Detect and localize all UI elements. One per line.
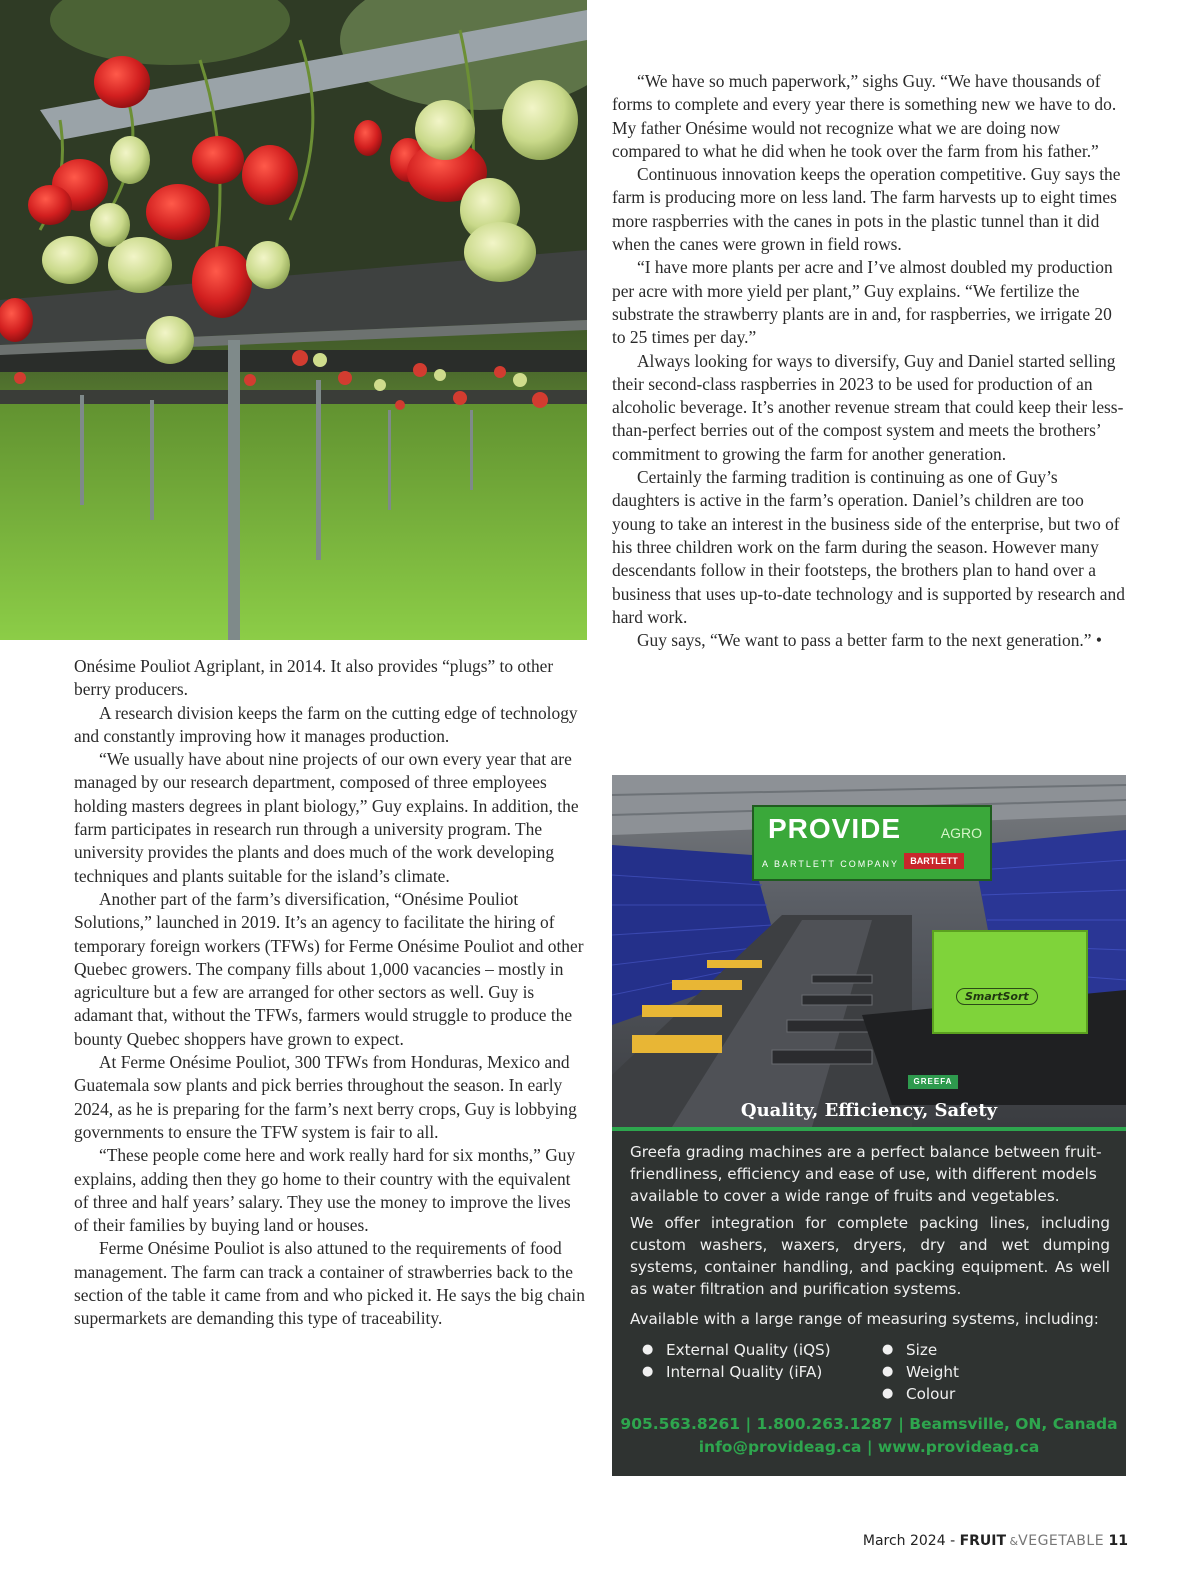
strawberry-photo xyxy=(0,0,587,640)
ad-tagline: Quality, Efficiency, Safety xyxy=(740,1100,998,1121)
grading-line-photo xyxy=(612,775,1126,1127)
article-paragraph: A research division keeps the farm on the cutting edge of technology and constantly improving how it manages production. xyxy=(74,702,578,746)
article-paragraph: Ferme Onésime Pouliot is also attuned to the requirements of food management. The farm can track a container of strawberries back to the section of the table it came from and who picked it. He says the big chain supermarkets are demanding this type of traceability. xyxy=(74,1238,585,1329)
article-paragraph: “We usually have about nine projects of our own every year that are managed by our research department, composed of three employees holding masters degrees in plant biology,” Guy explains. In addition, the farm participates in research run through a university program. The university provides the plants and does much of the work developing techniques and plants suitable for the island’s climate. xyxy=(74,749,579,886)
footer-mag-veg: VEGETABLE xyxy=(1018,1533,1105,1549)
bartlett-badge: BARTLETT xyxy=(904,853,964,869)
greefa-badge: GREEFA xyxy=(908,1075,958,1089)
logo-sub-text: AGRO xyxy=(940,825,982,841)
article-right-column xyxy=(612,70,1126,652)
smartsort-machine xyxy=(932,930,1088,1034)
article-paragraph: Onésime Pouliot Agriplant, in 2014. It also provides “plugs” to other berry producers. xyxy=(74,656,554,700)
smartsort-label: SmartSort xyxy=(956,988,1038,1005)
provide-agro-logo xyxy=(752,805,992,881)
contact-web-line: info@provideag.ca | www.provideag.ca xyxy=(698,1438,1040,1456)
list-item: ● Internal Quality (iFA) xyxy=(630,1361,870,1383)
provide-agro-advertisement xyxy=(612,775,1126,1476)
article-paragraph: Always looking for ways to diversify, Guy and Daniel started selling their second-class raspberries in 2023 to be used for production of an alcoholic beverage. It’s another revenue stream that could keep their less-than-perfect berries out of the compost system and meets the brothers’ commitment to growing the farm for another generation. xyxy=(612,350,1124,464)
logo-company-text: A BARTLETT COMPANY xyxy=(762,859,900,869)
ad-body-text xyxy=(630,1141,1110,1405)
measuring-systems-list xyxy=(630,1339,1110,1406)
article-paragraph: Certainly the farming tradition is continuing as one of Guy’s daughters is active in the farm’s operation. Daniel’s children are too young to take an interest in the business side of the enterprise, but two of his three children work on the farm during the season. However many descendants follow in their footsteps, the brothers plan to hand over a business that uses up-to-date technology and is supported by research and hard work. xyxy=(612,467,1125,627)
ad-green-divider xyxy=(612,1127,1126,1131)
list-item: ● Size xyxy=(870,1339,959,1361)
article-paragraph: “We have so much paperwork,” sighs Guy. “We have thousands of forms to complete and every year there is something new we have to do. My father Onésime would not recognize what we are doing now compared to what he did when he took over the farm from his father.” xyxy=(612,71,1117,161)
list-item: ● External Quality (iQS) xyxy=(630,1339,870,1361)
page-number: 11 xyxy=(1108,1533,1128,1549)
ad-paragraph: We offer integration for complete packing lines, including custom washers, waxers, dryers, dry and wet dumping systems, container handling, and packing equipment. As well as water filtration and purification systems. xyxy=(630,1213,1110,1299)
strawberry-illustration xyxy=(0,0,587,640)
article-paragraph: Another part of the farm’s diversification, “Onésime Pouliot Solutions,” launched in 2019. It’s an agency to facilitate the hiring of temporary foreign workers (TFWs) for Ferme Onésime Pouliot and other Quebec growers. The company fills about 1,000 vacancies – mostly in agriculture but a few are arranged for other sectors as well. Guy is adamant that, without the TFWs, farmers would struggle to produce the bounty Quebec shoppers have grown to expect. xyxy=(74,888,584,1049)
footer-mag-fruit: FRUIT xyxy=(959,1533,1007,1549)
ad-paragraph: Greefa grading machines are a perfect balance between fruit-friendliness, efficiency and ease of use, with different models available to cover a wide range of fruits and vegetables. xyxy=(630,1143,1102,1206)
article-paragraph: Continuous innovation keeps the operation competitive. Guy says the farm is producing more on less land. The farm harvests up to eight times more raspberries with the canes in pots in the plastic tunnel than it did when the canes were grown in field rows. xyxy=(612,164,1121,255)
list-item: ● Weight xyxy=(870,1361,959,1383)
footer-date: March 2024 - xyxy=(862,1533,960,1549)
article-paragraph: “I have more plants per acre and I’ve almost doubled my production per acre with more yield per plant,” Guy explains. “We fertilize the substrate the strawberry plants are in and, for raspberries, we irrigate 20 to 25 times per day.” xyxy=(612,257,1113,348)
footer-mag-amp: & xyxy=(1006,1535,1019,1548)
article-paragraph: “These people come here and work really hard for six months,” Guy explains, adding then they go home to their country with the equivalent of three and half years’ salary. They use the money to improve the lives of their families by buying land or houses. xyxy=(74,1145,576,1236)
article-paragraph: At Ferme Onésime Pouliot, 300 TFWs from Honduras, Mexico and Guatemala sow plants and pick berries throughout the season. In early 2024, as he is preparing for the farm’s next berry crops, Guy is lobbying governments to ensure the TFW system is fair to all. xyxy=(74,1052,577,1142)
ad-contact-info xyxy=(612,1413,1126,1459)
article-paragraph: Guy says, “We want to pass a better farm to the next generation.” • xyxy=(637,630,1102,651)
article-left-column xyxy=(74,655,588,1331)
page-footer xyxy=(863,1533,1128,1549)
contact-phone-line: 905.563.8261 | 1.800.263.1287 | Beamsville, ON, Canada xyxy=(620,1415,1118,1433)
ad-paragraph: Available with a large range of measuring systems, including: xyxy=(630,1310,1099,1329)
logo-main-text: PROVIDE xyxy=(768,813,902,844)
list-item: ● Colour xyxy=(870,1383,959,1405)
